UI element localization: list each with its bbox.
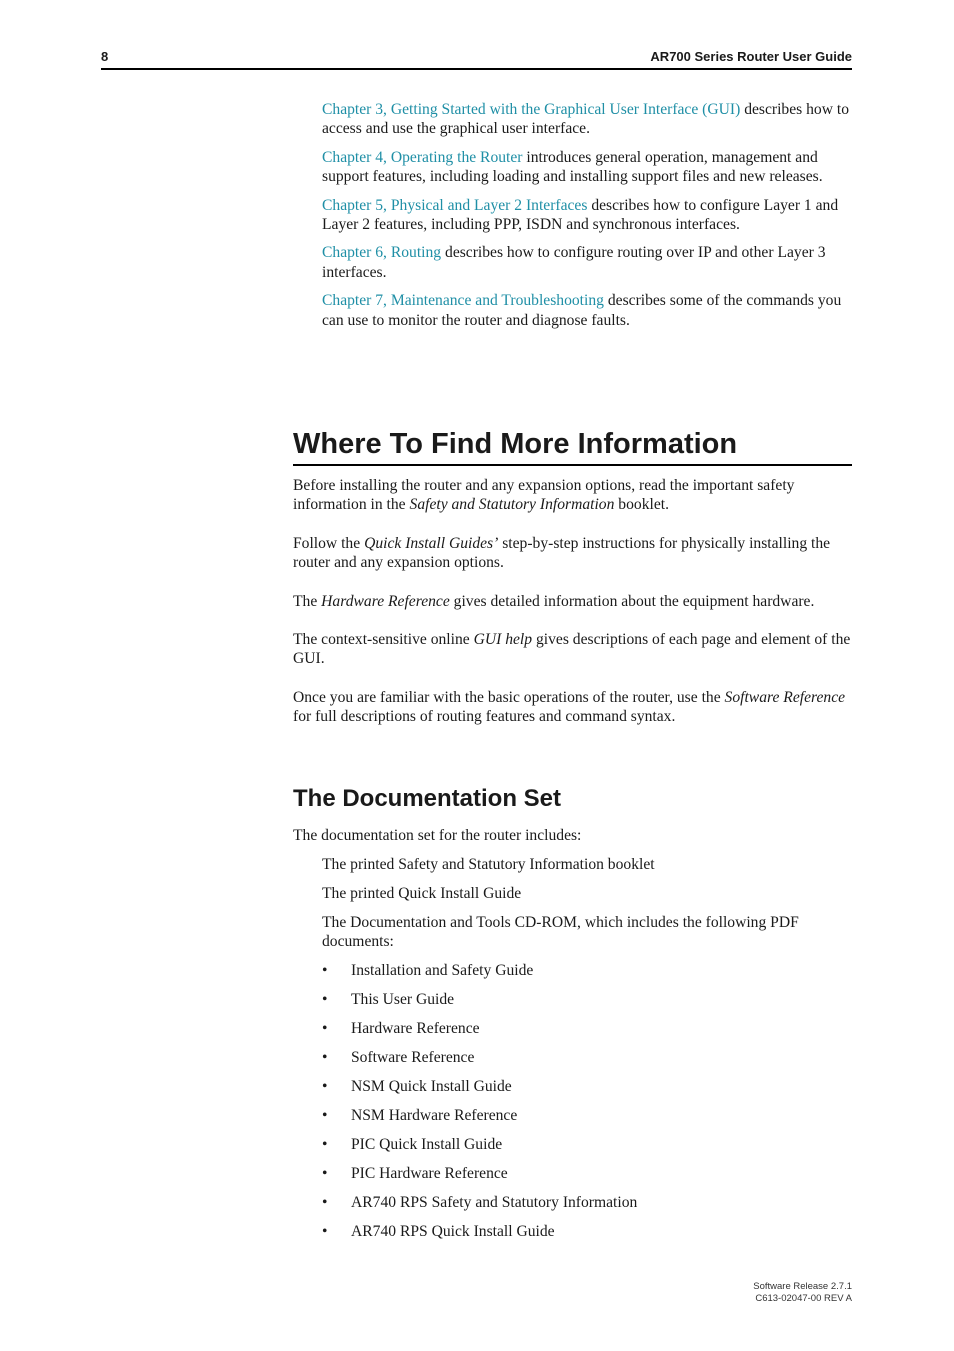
list-item-label: Installation and Safety Guide [351,962,534,980]
list-item-label: PIC Hardware Reference [351,1165,508,1183]
chapter-description: introduces general operation, management and support features, including loading and installing support files and new releases. [322,148,823,186]
list-item [322,1222,853,1241]
more-info-section [293,476,853,746]
list-item-label: NSM Quick Install Guide [351,1078,512,1096]
chapter-description: describes how to access and use the graphical user interface. [322,101,849,138]
bullet-icon: • [322,1020,328,1038]
chapter-entry [322,148,852,187]
list-item-label: This User Guide [351,991,455,1009]
chapter-entry [322,291,852,330]
list-item-label: NSM Hardware Reference [351,1107,518,1125]
bullet-icon: • [322,1049,328,1067]
list-item-label: Hardware Reference [351,1020,480,1038]
more-info-heading: Where To Find More Information [293,426,852,466]
page-footer [753,1281,852,1304]
doc-set-section [293,826,853,1251]
page-number: 8 [101,49,109,64]
document-title: AR700 Series Router User Guide [650,49,852,64]
text-run: for full descriptions of routing features and command syntax. [293,708,676,726]
bullet-icon: • [322,1194,328,1212]
bullet-icon: • [322,1223,328,1241]
list-item-label: AR740 RPS Quick Install Guide [351,1223,555,1241]
text-run: gives descriptions of each page and element of the GUI. [293,631,851,668]
bullet-icon: • [322,1078,328,1096]
doc-set-intro: The documentation set for the router includes: [293,827,582,844]
info-paragraph [293,592,853,611]
chapter-list [322,100,852,339]
chapter-description: describes some of the commands you can use to monitor the router and diagnose faults. [322,292,842,329]
text-run: The [293,592,318,610]
chapter-4-link[interactable]: Chapter 4, Operating the Router [322,148,523,166]
bullet-icon: • [322,1107,328,1125]
chapter-entry [322,196,852,235]
doc-set-item: The printed Safety and Statutory Information booklet [322,856,655,873]
document-number: C613-02047-00 REV A [755,1292,852,1304]
chapter-3-link[interactable]: Chapter 3, Getting Started with the Graphical User Interface (GUI) [322,101,741,118]
chapter-7-link[interactable]: Chapter 7, Maintenance and Troubleshooting [322,292,604,310]
bullet-icon: • [322,962,328,980]
list-item [322,990,853,1009]
list-item-label: AR740 RPS Safety and Statutory Information [351,1194,638,1212]
list-item [322,1106,853,1125]
chapter-entry [322,100,852,139]
chapter-description: describes how to configure Layer 1 and Layer 2 features, including PPP, ISDN and synchronous interfaces. [322,196,839,234]
page-header [101,48,852,70]
info-paragraph [293,688,853,727]
doc-title-emphasis: Hardware Reference [321,592,450,610]
text-run: step-by-step instructions for physically installing the router and any expansion options. [293,534,831,572]
doc-title-emphasis: Quick Install Guides’ [364,534,499,552]
bullet-icon: • [322,991,328,1009]
text-run: The context-sensitive online [293,631,470,649]
software-release: Software Release 2.7.1 [753,1281,852,1292]
doc-title-emphasis: Software Reference [724,688,846,706]
list-item-label: Software Reference [351,1049,475,1067]
doc-title-emphasis: Safety and Statutory Information [409,496,615,514]
chapter-entry [322,243,852,282]
list-item [322,1193,853,1212]
text-run: gives detailed information about the equipment hardware. [453,592,815,610]
text-run: booklet. [618,496,669,514]
list-item [322,1164,853,1183]
list-item [322,1019,853,1038]
list-item-label: PIC Quick Install Guide [351,1136,503,1154]
list-item [322,1077,853,1096]
list-item [322,1135,853,1154]
pdf-document-list [322,961,853,1241]
list-item [322,1048,853,1067]
text-run: Once you are familiar with the basic operations of the router, use the [293,688,721,706]
text-run: Before installing the router and any expansion options, read the important safety information in the [293,477,795,514]
bullet-icon: • [322,1165,328,1183]
doc-set-item: The Documentation and Tools CD-ROM, which includes the following PDF documents: [322,914,799,951]
bullet-icon: • [322,1136,328,1154]
text-run: Follow the [293,534,361,552]
list-item [322,961,853,980]
doc-title-emphasis: GUI help [473,631,533,649]
doc-set-item: The printed Quick Install Guide [322,885,522,902]
info-paragraph [293,476,853,515]
chapter-5-link[interactable]: Chapter 5, Physical and Layer 2 Interfaces [322,196,588,214]
info-paragraph [293,630,853,669]
info-paragraph [293,534,853,573]
doc-set-heading: The Documentation Set [293,785,562,812]
chapter-6-link[interactable]: Chapter 6, Routing [322,244,442,262]
chapter-description: describes how to configure routing over IP and other Layer 3 interfaces. [322,244,826,281]
